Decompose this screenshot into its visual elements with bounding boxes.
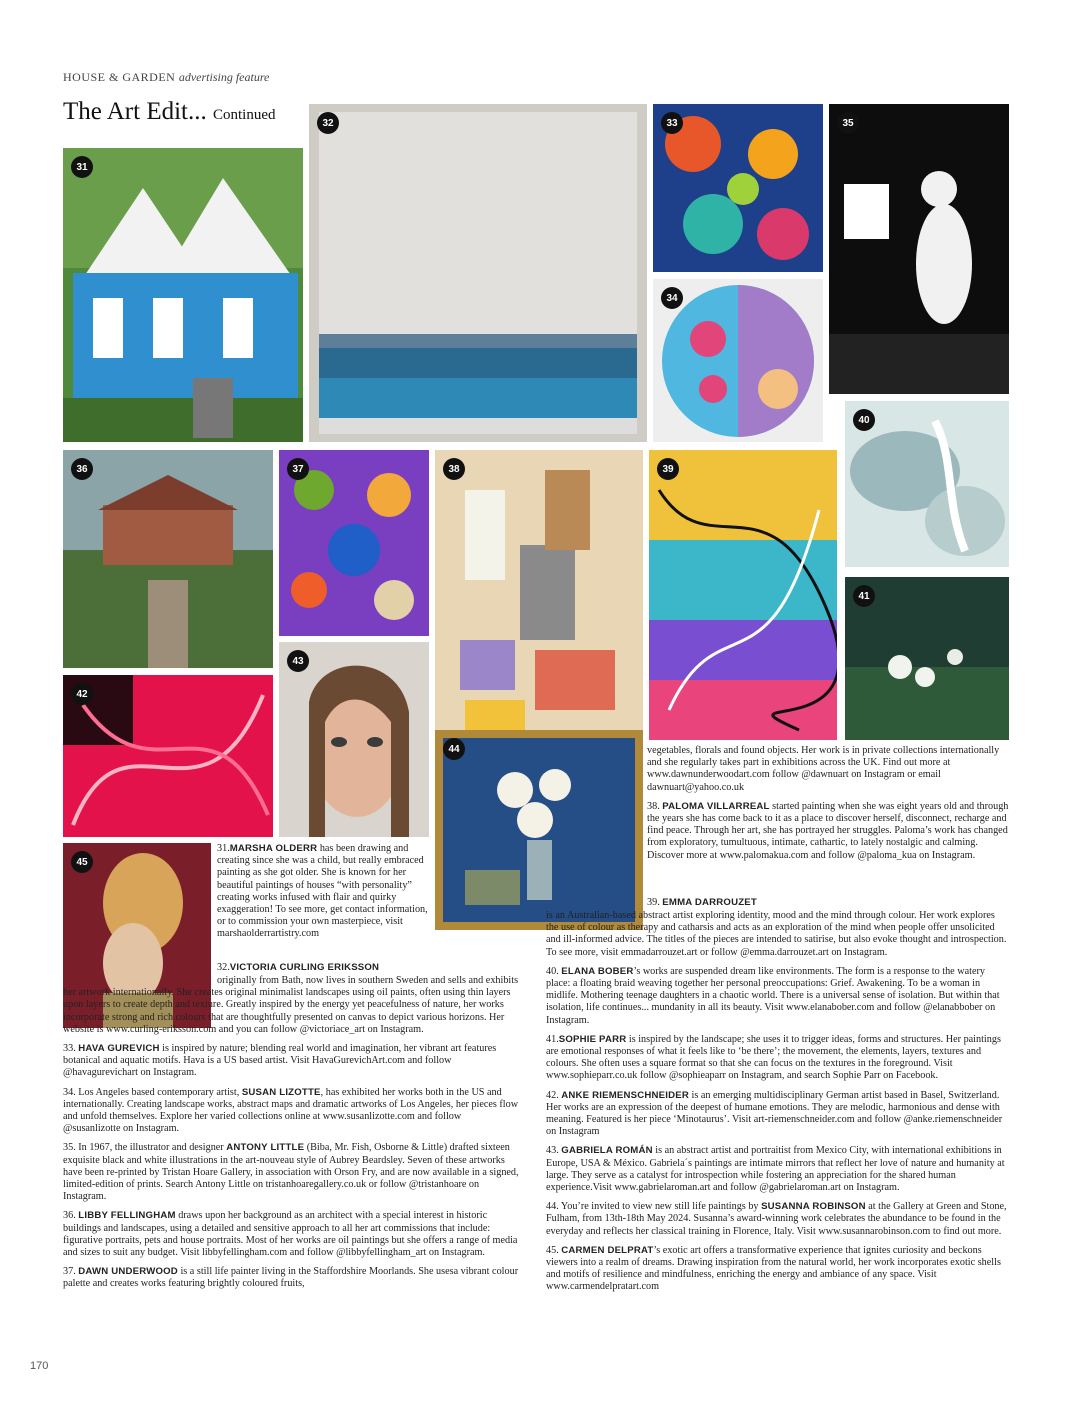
artist-name: PALOMA VILLARREAL bbox=[662, 800, 770, 812]
entry-37-continued: vegetables, florals and found objects. Her work is in private collections internationally and she regularly takes part in exhibitions across the UK. Find out more at www.dawnunderwoodart.com follow @dawnuart on Instagram or email dawnuart@yahoo.co.uk bbox=[647, 745, 1000, 793]
artwork-44-roses bbox=[435, 730, 643, 930]
artwork-33-botanical bbox=[653, 104, 823, 272]
feature-label: advertising feature bbox=[178, 70, 270, 84]
artwork-40-braid bbox=[845, 401, 1009, 567]
artwork-number-badge: 32 bbox=[317, 112, 339, 134]
artwork-number-badge: 45 bbox=[71, 851, 93, 873]
artwork-number-badge: 35 bbox=[837, 112, 859, 134]
artwork-39-colour-abstract bbox=[649, 450, 837, 740]
entry-31: 31.MARSHA OLDERR has been drawing and creating since she was a child, but really embraced painting as she got older. She is known for her beautiful paintings of houses “with personality” creating works infused with flair and quirky exaggeration! To see more, get contact information, or to commission your own masterpiece, visit marshaolderrartistry.com bbox=[217, 843, 428, 940]
entry-44: 44. You’re invited to view new still life paintings by SUSANNA ROBINSON at the Gallery at Green and Stone, Fulham, from 13th-18th May 2024. Susanna’s award-winning work celebrates the abundance to be found in the everyday and reflects her classical training in Florence, Italy. Visit www.susannarobinson.com to find out more. bbox=[546, 1201, 1007, 1237]
entry-45: 45. CARMEN DELPRAT’s exotic art offers a transformative experience that ignites curiosity and beckons viewers into a realm of dreams. Drawing inspiration from the natural world, her work incorporates exotic shells and motifs of resilience and mindfulness, enriching the energy and ambiance of any space. Visit www.carmendelpratart.com bbox=[546, 1244, 1001, 1293]
entry-39-body: is an Australian-based abstract artist exploring identity, mood and the mind through colour. Her work explores the use of colour as therapy and catharsis and acts as an exploration of the mind when people offer unsolicited and ill-informed advice. The titles of the pieces are intended to satirise, but also evoke thought and introspection. To see more, visit emmadarrouzet.art or follow @emma.darrouzet.art on Instagram. bbox=[546, 910, 1007, 958]
artist-name: SOPHIE PARR bbox=[558, 1033, 627, 1045]
entry-32-body: originally from Bath, now lives in southern Sweden and sells and exhibits her artwork internationally. She creates original minimalist landscapes using oil paints, often using thin layers upon layers to create depth and texture. Greatly inspired by the energy yet peacefulness of nature, her works incorporate strong and rich colours that are thoughtfully presented on canvas to depict various horizons. Her website is www.curling-eriksson.com and you can follow @victoriace_art on Instagram. bbox=[63, 975, 519, 1035]
entry-35: 35. In 1967, the illustrator and designer ANTONY LITTLE (Biba, Mr. Fish, Osborne & Little) drafted sixteen exquisite black and white illustrations in the art-nouveau style of Aubrey Beardsley. Seven of these artworks have been re-printed by Tristan Hoare Gallery, in association with Orson Fry, and are now available in a signed, limited-edition of prints. Search Antony Little on tristanhoaregallery.co.uk or follow @tristanhoare on Instagram. bbox=[63, 1142, 519, 1203]
artwork-number-badge: 37 bbox=[287, 458, 309, 480]
title-continued: Continued bbox=[212, 107, 276, 123]
artwork-36-country-house bbox=[63, 450, 273, 668]
text-column-left bbox=[63, 975, 519, 1298]
artwork-number-badge: 31 bbox=[71, 156, 93, 178]
entry-32: 32.VICTORIA CURLING ERIKSSON bbox=[217, 962, 380, 973]
entry-40: 40. ELANA BOBER’s works are suspended dream like environments. The form is a response to the watery place: a floating braid weaving together her personal preoccupations: Grief. Awakening. To be a woman in midlife. Mothering teenage daughters in a chaotic world. There is a universal sense of isolation. But within that isolation, life continues... mundanity in all its beauty. Visit www.elanabober.com and follow @elanabbober on Instagram. bbox=[546, 965, 1000, 1026]
artist-name: SUSANNA ROBINSON bbox=[761, 1201, 866, 1213]
artwork-37-fruits bbox=[279, 450, 429, 636]
artist-name: SUSAN LIZOTTE bbox=[241, 1086, 321, 1098]
artwork-31-blue-house bbox=[63, 148, 303, 442]
artwork-35-art-nouveau bbox=[829, 104, 1009, 394]
page-title bbox=[63, 98, 275, 126]
entry-36: 36. LIBBY FELLINGHAM draws upon her background as an architect with a special interest in historic buildings and landscapes, using a detailed and sensitive approach to all her art commissions that include: figurative portraits, pets and house portraits. Most of her works are oil paintings but she offers a range of media and sizes to suit any budget. Visit libbyfellingham.com and follow @libbyfellingham_art on Instagram. bbox=[63, 1210, 518, 1259]
entry-41: 41.SOPHIE PARR is inspired by the landscape; she uses it to trigger ideas, forms and structures. Her paintings are emotional responses of what it feels like to ‘be there’; the movement, the elements, layers, textures and colours. She often uses a square format so that she can focus on the textures in the foreground. Visit www.sophieparr.co.uk follow @sophieaparr on Instagram, and search Sophie Parr on Facebook. bbox=[546, 1033, 1001, 1082]
entry-37: 37. DAWN UNDERWOOD is a still life painter living in the Staffordshire Moorlands. She usesa vibrant colour palette and creates works featuring brightly coloured fruits, bbox=[63, 1266, 519, 1290]
artist-name: EMMA DARROUZET bbox=[662, 897, 757, 908]
entry-42: 42. ANKE RIEMENSCHNEIDER is an emerging multidisciplinary German artist based in Basel, Switzerland. Her works are an expression of the deepest of humane emotions. They are melodic, harmonious and dense with meaning. Featured is her piece ‘Minotaurus’. Visit art-riemenschneider.com and follow @anke.riemenschneider on Instagram bbox=[546, 1089, 1003, 1138]
artist-name: ELANA BOBER bbox=[561, 965, 634, 977]
artist-name: LIBBY FELLINGHAM bbox=[78, 1210, 176, 1222]
text-block-37-continued bbox=[647, 745, 1009, 869]
artwork-number-badge: 36 bbox=[71, 458, 93, 480]
text-column-right bbox=[546, 910, 1009, 1301]
artist-name: MARSHA OLDERR bbox=[229, 843, 318, 854]
entry-38: 38. PALOMA VILLARREAL started painting when she was eight years old and through the years she has come back to it as a place to discover herself, disconnect, recharge and find peace. Through her art, she has portrayed her struggles. Paloma’s work has changed from exploratory, tumultuous, intimate, cathartic, to lately nostalgic and calming. Discover more at www.palomakua.com and follow @paloma_kua on Instagram. bbox=[647, 800, 1009, 861]
artwork-41-garden bbox=[845, 577, 1009, 740]
brand-name: HOUSE & GARDEN bbox=[63, 70, 176, 84]
artwork-number-badge: 41 bbox=[853, 585, 875, 607]
artwork-number-badge: 38 bbox=[443, 458, 465, 480]
entry-43: 43. GABRIELA ROMÁN is an abstract artist and portraitist from Mexico City, with international exhibitions in Europe, USA & México. Gabriela´s paintings are intimate mirrors that reflect her love of nature and humanity at large. They serve as a catalyst for introspection while fostering an appreciation for the shared human experience.Visit www.gabrielaroman.art and follow @gabrielaroman.art on Instagram. bbox=[546, 1145, 1005, 1194]
artwork-38-kitchen-still-life bbox=[435, 450, 643, 730]
title-main: The Art Edit... bbox=[63, 98, 207, 125]
artist-name: ANTONY LITTLE bbox=[226, 1142, 305, 1154]
artwork-number-badge: 42 bbox=[71, 683, 93, 705]
entry-34: 34. Los Angeles based contemporary artist, SUSAN LIZOTTE, has exhibited her works both in the US and internationally. Creating landscape works, abstract maps and dramatic artworks of Los Angeles, her pieces flow and unfold themselves. Explore her varied collections online at www.susanlizotte.com and follow @susanlizotte on Instagram. bbox=[63, 1086, 519, 1135]
artwork-32-seascape bbox=[309, 104, 647, 442]
artist-name: DAWN UNDERWOOD bbox=[78, 1266, 178, 1278]
artist-name: HAVA GUREVICH bbox=[78, 1043, 160, 1055]
artwork-number-badge: 33 bbox=[661, 112, 683, 134]
entry-33: 33. HAVA GUREVICH is inspired by nature; blending real world and imagination, her vibrant art features botanical and aquatic motifs. Hava is a US based artist. Visit HavaGurevichArt.com and follow @havagurevichart on Instagram. bbox=[63, 1043, 497, 1079]
artwork-number-badge: 34 bbox=[661, 287, 683, 309]
artwork-number-badge: 40 bbox=[853, 409, 875, 431]
artist-name: GABRIELA ROMÁN bbox=[561, 1145, 653, 1157]
artwork-42-red-abstract bbox=[63, 675, 273, 837]
page-number: 170 bbox=[30, 1360, 49, 1372]
artist-name: VICTORIA CURLING ERIKSSON bbox=[229, 962, 380, 973]
entry-39: 39. EMMA DARROUZET bbox=[647, 897, 757, 908]
text-block-31 bbox=[217, 843, 430, 948]
artwork-34-round-map bbox=[653, 279, 823, 442]
artwork-number-badge: 44 bbox=[443, 738, 465, 760]
artwork-number-badge: 39 bbox=[657, 458, 679, 480]
artwork-number-badge: 43 bbox=[287, 650, 309, 672]
artist-name: ANKE RIEMENSCHNEIDER bbox=[561, 1089, 689, 1101]
artist-name: CARMEN DELPRAT bbox=[561, 1244, 654, 1256]
header-tag bbox=[63, 70, 269, 85]
artwork-43-portrait bbox=[279, 642, 429, 837]
